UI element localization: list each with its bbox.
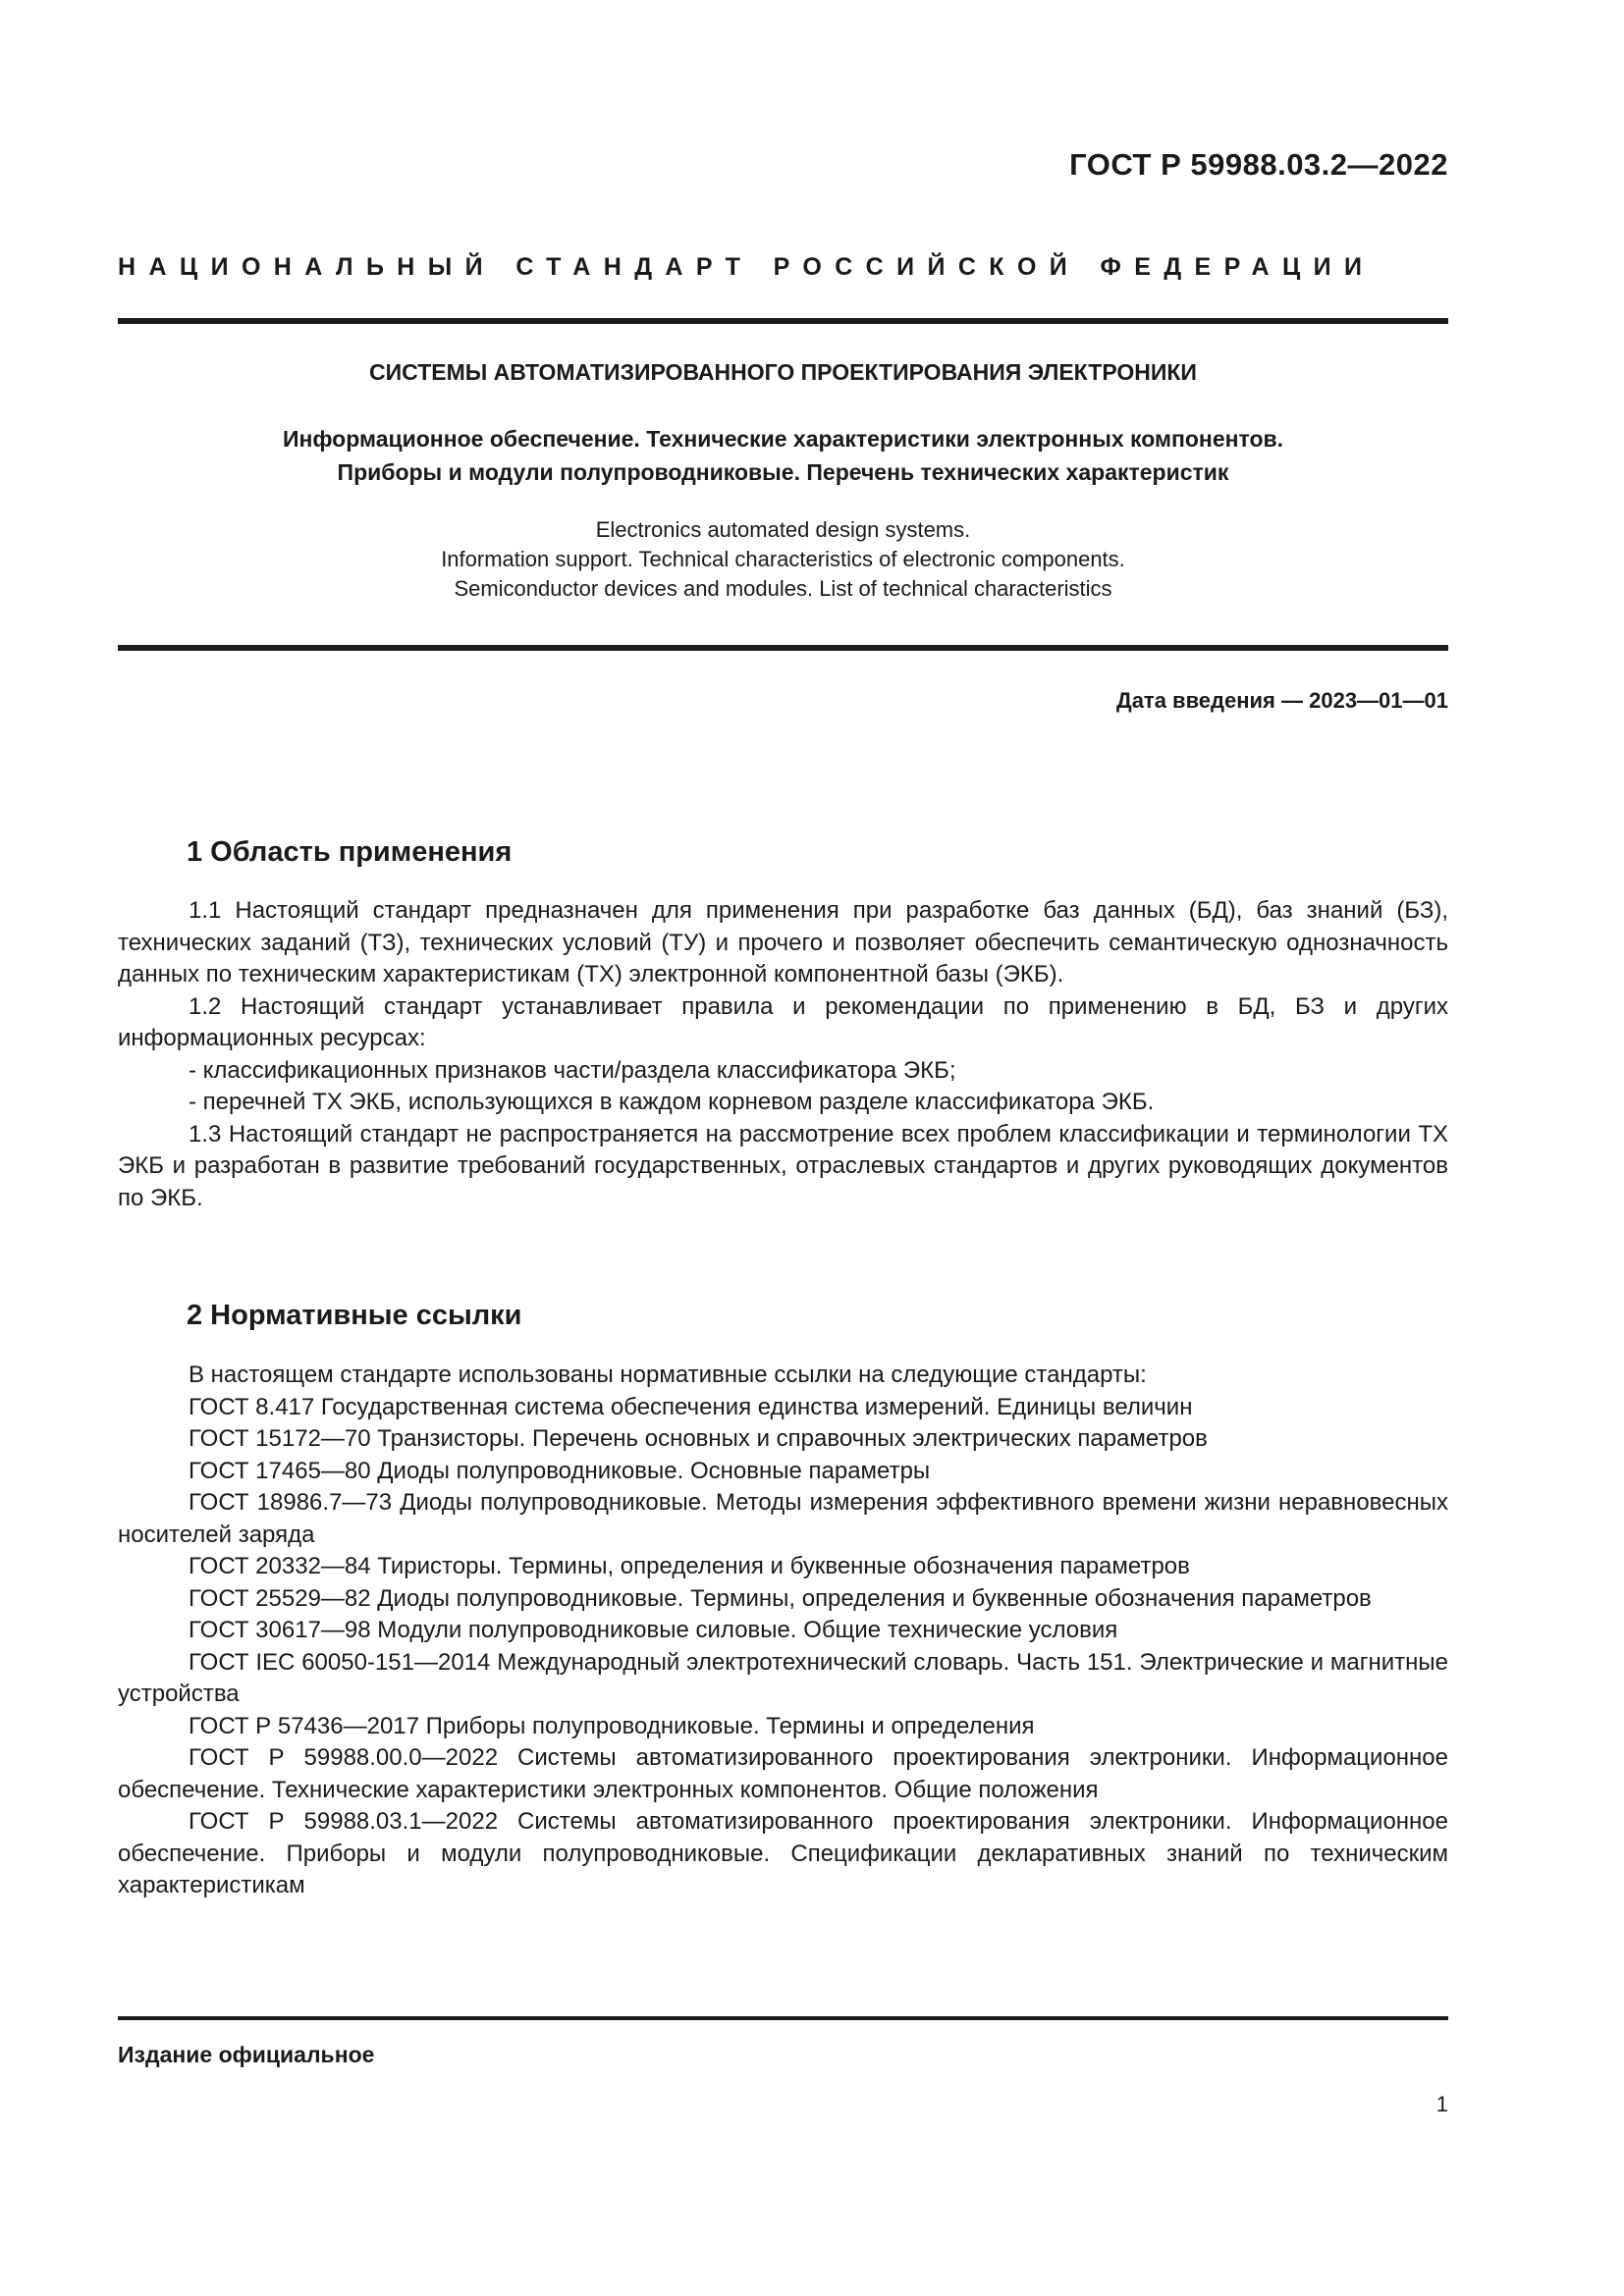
document-id: ГОСТ Р 59988.03.2—2022 bbox=[1069, 147, 1448, 182]
english-title-line: Electronics automated design systems. bbox=[595, 517, 971, 542]
section-heading-scope: 1 Область применения bbox=[187, 836, 513, 868]
reference-item: ГОСТ 8.417 Государственная система обеспечения единства измерений. Единицы величин bbox=[189, 1393, 1193, 1420]
page-number: 1 bbox=[1435, 2092, 1448, 2116]
paragraph: В настоящем стандарте использованы нормативные ссылки на следующие стандарты: bbox=[189, 1362, 1147, 1388]
document-title: СИСТЕМЫ АВТОМАТИЗИРОВАННОГО ПРОЕКТИРОВАНИЯ ЭЛЕКТРОНИКИ bbox=[369, 359, 1197, 385]
section-body-scope bbox=[118, 895, 1448, 1214]
bottom-divider bbox=[118, 2016, 1448, 2020]
top-divider bbox=[118, 318, 1448, 324]
list-item: - перечней ТХ ЭКБ, использующихся в каждом корневом разделе классификатора ЭКБ. bbox=[189, 1089, 1155, 1115]
reference-item: ГОСТ Р 59988.03.1—2022 Системы автоматизированного проектирования электроники. Информационное обеспечение. Приборы и модули полупроводниковые. Спецификации декларативных знаний по техническим характеристикам bbox=[118, 1808, 1448, 1898]
section-body-normative-references bbox=[118, 1360, 1448, 1902]
subtitle-line: Приборы и модули полупроводниковые. Перечень технических характеристик bbox=[337, 459, 1229, 485]
paragraph: 1.3 Настоящий стандарт не распространяется на рассмотрение всех проблем классификации и терминологии ТХ ЭКБ и разработан в развитие требований государственных, отраслевых стандартов и других руководящих документов по ЭКБ. bbox=[118, 1120, 1448, 1211]
english-title-line: Semiconductor devices and modules. List of technical characteristics bbox=[454, 576, 1112, 601]
english-title-line: Information support. Technical characteristics of electronic components. bbox=[441, 547, 1125, 571]
national-standard-label: НАЦИОНАЛЬНЫЙ СТАНДАРТ РОССИЙСКОЙ ФЕДЕРАЦИИ bbox=[118, 253, 1376, 281]
reference-item: ГОСТ IEC 60050-151—2014 Международный электротехнический словарь. Часть 151. Электрические и магнитные устройства bbox=[118, 1648, 1448, 1707]
document-page bbox=[118, 0, 1448, 2296]
introduction-date: Дата введения — 2023—01—01 bbox=[1116, 688, 1448, 713]
english-title bbox=[118, 515, 1448, 604]
reference-item: ГОСТ 25529—82 Диоды полупроводниковые. Термины, определения и буквенные обозначения параметров bbox=[189, 1584, 1372, 1612]
reference-item: ГОСТ 20332—84 Тиристоры. Термины, определения и буквенные обозначения параметров bbox=[189, 1553, 1190, 1579]
reference-item: ГОСТ 17465—80 Диоды полупроводниковые. Основные параметры bbox=[189, 1457, 931, 1484]
reference-item: ГОСТ 15172—70 Транзисторы. Перечень основных и справочных электрических параметров bbox=[189, 1425, 1208, 1452]
reference-item: ГОСТ Р 59988.00.0—2022 Системы автоматизированного проектирования электроники. Информационное обеспечение. Технические характеристики электронных компонентов. Общие положения bbox=[118, 1744, 1448, 1803]
paragraph: 1.2 Настоящий стандарт устанавливает правила и рекомендации по применению в БД, БЗ и других информационных ресурсах: bbox=[118, 992, 1448, 1051]
middle-divider bbox=[118, 645, 1448, 651]
paragraph: 1.1 Настоящий стандарт предназначен для применения при разработке баз данных (БД), баз знаний (БЗ), технических заданий (ТЗ), технических условий (ТУ) и прочего и позволяет обеспечить семантическую однозначность данных по техническим характеристикам (ТХ) электронной компонентной базы (ЭКБ). bbox=[118, 897, 1448, 988]
section-heading-normative-references: 2 Нормативные ссылки bbox=[187, 1300, 522, 1331]
reference-item: ГОСТ 18986.7—73 Диоды полупроводниковые. Методы измерения эффективного времени жизни неравновесных носителей заряда bbox=[118, 1489, 1448, 1548]
subtitle-line: Информационное обеспечение. Технические характеристики электронных компонентов. bbox=[282, 426, 1284, 452]
document-subtitle bbox=[118, 422, 1448, 489]
reference-item: ГОСТ Р 57436—2017 Приборы полупроводниковые. Термины и определения bbox=[189, 1712, 1035, 1739]
reference-item: ГОСТ 30617—98 Модули полупроводниковые силовые. Общие технические условия bbox=[189, 1617, 1118, 1643]
list-item: - классификационных признаков части/раздела классификатора ЭКБ; bbox=[189, 1056, 956, 1084]
official-edition-label: Издание официальное bbox=[118, 2042, 375, 2067]
